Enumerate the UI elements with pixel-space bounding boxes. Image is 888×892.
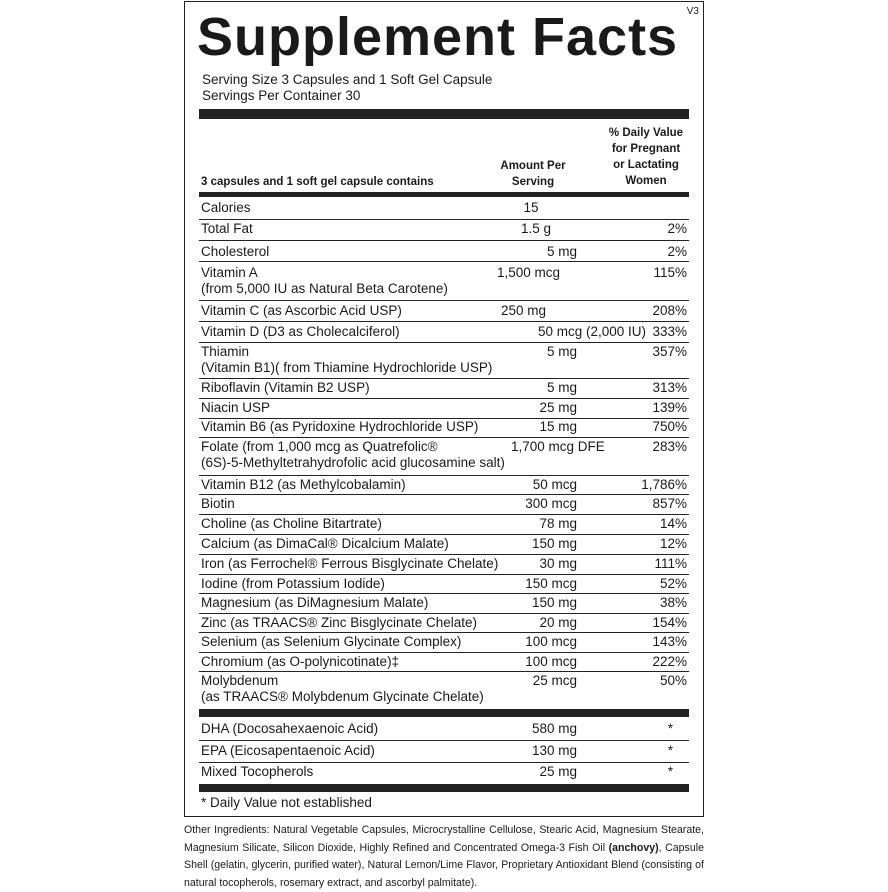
contains-header: 3 capsules and 1 soft gel capsule contains: [201, 176, 434, 188]
nutrient-name: Iodine (from Potassium Iodide): [201, 576, 385, 591]
nutrient-amount: 20 mg: [539, 615, 577, 630]
nutrient-name: Niacin USP: [201, 400, 271, 415]
nutrient-name: Cholesterol: [201, 244, 270, 259]
nutrient-name: Zinc (as TRAACS® Zinc Bisglycinate Chelate): [201, 615, 478, 630]
nutrient-amount: 25 mg: [539, 400, 577, 415]
nutrient-amount: 300 mcg: [525, 496, 577, 511]
nutrient-name: Choline (as Choline Bitartrate): [201, 516, 382, 531]
nutrient-name: [201, 344, 521, 376]
nutrient-dv: 2%: [667, 244, 687, 259]
nutrient-name: [201, 673, 521, 705]
nutrient-dv: 208%: [652, 303, 687, 318]
serving-size: Serving Size 3 Capsules and 1 Soft Gel Capsule: [202, 72, 493, 87]
nutrient-dv: 357%: [652, 344, 687, 359]
nutrient-name: Vitamin B12 (as Methylcobalamin): [201, 477, 406, 492]
nutrient-amount: 5 mg: [546, 344, 577, 359]
nutrient-amount: 25 mcg: [532, 673, 577, 688]
serving-info: [202, 72, 492, 104]
amount-header-line2: Serving: [511, 176, 555, 188]
nutrient-dv: 111%: [654, 556, 687, 571]
nutrient-name-line1: Thiamin: [201, 344, 250, 359]
nutrient-amount: 130 mg: [531, 743, 577, 758]
nutrient-amount: 100 mcg: [525, 634, 577, 649]
nutrient-dv: 38%: [659, 595, 687, 610]
nutrient-dv: 52%: [659, 576, 687, 591]
dv-header-line4: Women: [625, 175, 667, 187]
nutrient-name: DHA (Docosahexaenoic Acid): [201, 721, 379, 736]
nutrient-amount: 25 mg: [539, 764, 577, 779]
nutrient-amount: 150 mcg: [525, 576, 577, 591]
nutrient-dv: 2%: [667, 221, 687, 236]
nutrient-name-line2: (as TRAACS® Molybdenum Glycinate Chelate): [201, 689, 484, 704]
supplement-facts-panel: [184, 1, 704, 817]
nutrient-name: EPA (Eicosapentaenoic Acid): [201, 743, 375, 758]
nutrient-dv: 283%: [652, 439, 687, 454]
nutrient-dv: 14%: [659, 516, 687, 531]
nutrient-dv: 143%: [652, 634, 687, 649]
nutrient-dv: 313%: [652, 380, 687, 395]
nutrient-name: Calcium (as DimaCal® Dicalcium Malate): [201, 536, 449, 551]
nutrient-amount: 78 mg: [539, 516, 577, 531]
nutrient-dv: 154%: [652, 615, 687, 630]
nutrient-name-line1: Vitamin A: [201, 265, 258, 280]
nutrient-name: [201, 439, 531, 471]
other-ingredients-text: Other Ingredients: Natural Vegetable Capsules, Microcrystalline Cellulose, Stearic Acid, Magnesium Stearate, Magnesium Silicate, Silicon Dioxide, Highly Refined and Concentrated Omega-3 Fish Oil: [184, 824, 704, 854]
nutrient-dv: *: [667, 743, 673, 758]
servings-per-container: Servings Per Container 30: [202, 88, 361, 103]
amount-header: [485, 158, 581, 190]
nutrient-name: Magnesium (as DiMagnesium Malate): [201, 595, 429, 610]
nutrient-dv: 115%: [653, 265, 687, 280]
nutrient-dv: 750%: [652, 419, 687, 434]
nutrient-amount: 100 mcg: [525, 654, 577, 669]
other-ingredients-text-rest: , Capsule Shell (gelatin, glycerin, purified water), Natural Lemon/Lime Flavor, Proprietary Antioxidant Blend (consisting of natural tocopherols, rosemary extract, and ascorbyl palmitate).: [184, 841, 704, 889]
nutrient-name: Total Fat: [201, 221, 253, 236]
nutrient-dv: 333%: [652, 324, 687, 339]
nutrient-amount: 50 mcg: [532, 477, 577, 492]
nutrient-amount: 30 mg: [539, 556, 577, 571]
nutrient-name-line2: (6S)-5-Methyltetrahydrofolic acid glucosamine salt): [201, 455, 505, 470]
amount-header-line1: Amount Per: [500, 160, 566, 172]
nutrient-amount: 150 mg: [531, 595, 577, 610]
nutrient-dv: 139%: [652, 400, 687, 415]
nutrient-amount: 150 mg: [531, 536, 577, 551]
nutrient-dv: *: [667, 721, 673, 736]
nutrient-name: Mixed Tocopherols: [201, 764, 314, 779]
dv-header-line1: % Daily Value: [608, 127, 684, 139]
dv-header-line2: for Pregnant: [611, 143, 681, 155]
nutrient-name: Vitamin D (D3 as Cholecalciferol): [201, 324, 400, 339]
thick-divider-header: [199, 192, 689, 197]
thick-divider-middle: [199, 709, 689, 717]
nutrient-amount: 1.5 g: [520, 221, 551, 236]
nutrient-name-line2: (Vitamin B1)( from Thiamine Hydrochloride USP): [201, 360, 493, 375]
nutrient-name-line1: Molybdenum: [201, 673, 279, 688]
nutrient-name: Riboflavin (Vitamin B2 USP): [201, 380, 370, 395]
nutrient-amount: 5 mg: [546, 244, 577, 259]
nutrient-name: Vitamin C (as Ascorbic Acid USP): [201, 303, 402, 318]
nutrient-name: [201, 265, 521, 297]
nutrient-dv: 1,786%: [641, 477, 687, 492]
nutrient-amount: 15 mg: [539, 419, 577, 434]
panel-title: Supplement Facts: [197, 7, 679, 67]
dv-header-line3: or Lactating: [613, 159, 679, 171]
nutrient-amount: 5 mg: [546, 380, 577, 395]
nutrient-amount: 250 mg: [501, 303, 547, 318]
nutrient-amount: 50 mcg (2,000 IU): [537, 324, 646, 339]
nutrient-dv: 222%: [652, 654, 687, 669]
nutrient-name: Selenium (as Selenium Glycinate Complex): [201, 634, 462, 649]
nutrient-name: Calories: [201, 200, 251, 215]
nutrient-amount: 1,500 mcg: [497, 265, 561, 280]
thick-divider-top: [199, 109, 689, 119]
nutrient-dv: 857%: [652, 496, 687, 511]
nutrient-amount: 1,700 mcg DFE: [511, 439, 605, 454]
nutrient-name: Biotin: [201, 496, 235, 511]
nutrient-amount: 580 mg: [531, 721, 577, 736]
nutrient-amount: 15: [523, 200, 539, 215]
nutrient-name-line1: Folate (from 1,000 mcg as Quatrefolic®: [201, 439, 438, 454]
nutrient-name: Vitamin B6 (as Pyridoxine Hydrochloride USP): [201, 419, 479, 434]
other-ingredients: [184, 822, 704, 892]
daily-value-header: [601, 125, 691, 189]
nutrient-name: Iron (as Ferrochel® Ferrous Bisglycinate Chelate): [201, 556, 499, 571]
version-label: V3: [686, 6, 699, 17]
nutrient-dv: 50%: [659, 673, 687, 688]
thick-divider-bottom: [199, 784, 689, 792]
nutrient-name-line2: (from 5,000 IU as Natural Beta Carotene): [201, 281, 448, 296]
nutrient-dv: *: [667, 764, 673, 779]
other-ingredients-allergen: (anchovy): [608, 841, 659, 854]
daily-value-footnote: * Daily Value not established: [201, 795, 372, 810]
nutrient-dv: 12%: [659, 536, 687, 551]
nutrient-name: Chromium (as O-polynicotinate)‡: [201, 654, 400, 669]
